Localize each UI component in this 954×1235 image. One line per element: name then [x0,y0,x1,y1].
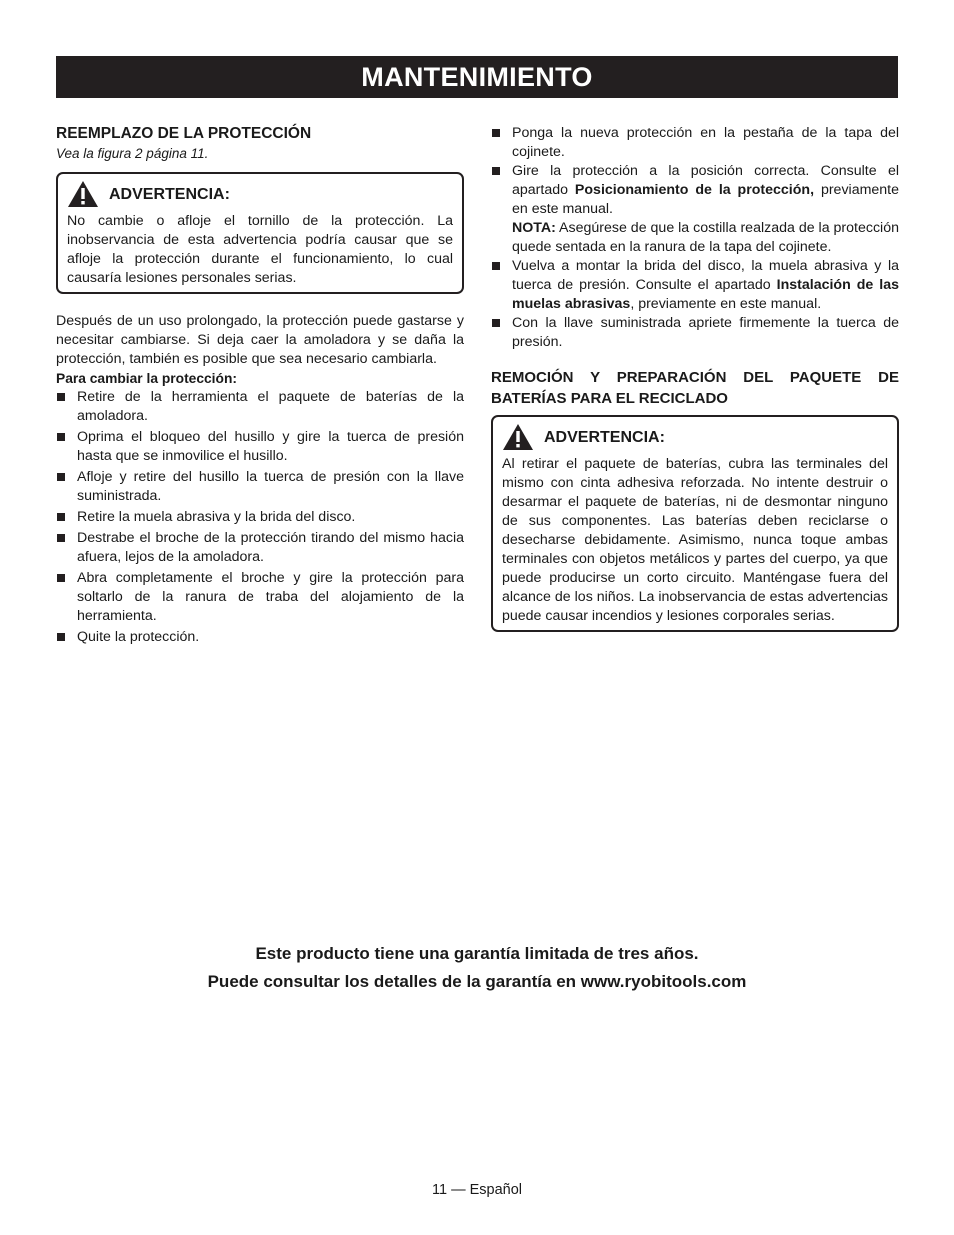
list-item: Afloje y retire del husillo la tuerca de presión con la llave suministrada. [56,468,464,506]
figure-reference: Vea la figura 2 página 11. [56,146,209,161]
warning-header [67,180,453,208]
warranty-line-2: Puede consultar los detalles de la garantía en www.ryobitools.com [207,972,747,991]
list-item: Con la llave suministrada apriete firmemente la tuerca de presión. [491,314,899,352]
page-number: 11 — Español [431,1182,522,1198]
right-column [491,124,899,632]
section-title-guard-replacement: REEMPLAZO DE LA PROTECCIÓN [56,125,312,142]
square-bullet-icon [57,393,65,401]
square-bullet-icon [492,319,500,327]
square-bullet-icon [57,513,65,521]
list-item: Retire de la herramienta el paquete de baterías de la amoladora. [56,388,464,426]
square-bullet-icon [492,129,500,137]
list-item: Oprima el bloqueo del husillo y gire la tuerca de presión hasta que se inmovilice el husillo. [56,428,464,466]
square-bullet-icon [57,633,65,641]
warranty-line-1: Este producto tiene una garantía limitada de tres años. [255,944,699,963]
square-bullet-icon [492,262,500,270]
warning-title: ADVERTENCIA: [109,185,230,203]
square-bullet-icon [57,433,65,441]
list-item: Gire la protección a la posición correcta. Consulte el apartado Posicionamiento de la protección, previamente en este manual. NOTA: Asegúrese de que la costilla realzada de la protección quede sentada en la ranura de la tapa del cojinete. [491,162,899,257]
page-title-banner [56,56,898,98]
warning-box-guard [56,172,464,294]
left-column [56,124,464,647]
list-item: Destrabe el broche de la protección tirando del mismo hacia afuera, lejos de la amoladora. [56,529,464,567]
guard-install-steps [491,124,899,352]
square-bullet-icon [57,534,65,542]
warning-text: Al retirar el paquete de baterías, cubra las terminales del mismo con cinta adhesiva reforzada. No intente destruir o desarmar el paquete de baterías, ni de desmontar ninguno de sus componentes. Las baterías deben reciclarse o desecharse debidamente. Asimismo, nunca toque ambas terminales con objetos metálicos y partes del cuerpo, ya que puede producirse un corto circuito. Manténgase fuera del alcance de los niños. La inobservancia de estas advertencias puede causar incendios y lesiones corporales serias. [502,456,888,624]
warning-text: No cambie o afloje el tornillo de la protección. La inobservancia de esta advertencia podría causar que se afloje la protección durante el funcionamiento, lo cual causaría lesiones personales serias. [67,213,453,286]
list-item: Quite la protección. [56,628,464,647]
steps-title: Para cambiar la protección: [56,371,237,386]
warning-header [502,423,888,451]
note: NOTA: Asegúrese de que la costilla realzada de la protección quede sentada en la ranura de la tapa del cojinete. [512,220,899,255]
intro-paragraph: Después de un uso prolongado, la protección puede gastarse y necesitar cambiarse. Si deja caer la amoladora y se daña la protección, también es posible que sea necesario cambiarla. [56,313,464,367]
guard-removal-steps [56,388,464,647]
square-bullet-icon [492,167,500,175]
warning-triangle-icon [502,423,534,451]
warning-triangle-icon [67,180,99,208]
list-item: Abra completamente el broche y gire la protección para soltarlo de la ranura de traba del alojamiento de la herramienta. [56,569,464,626]
page-title: MANTENIMIENTO [361,61,593,92]
list-item: Ponga la nueva protección en la pestaña de la tapa del cojinete. [491,124,899,162]
list-item: Vuelva a montar la brida del disco, la muela abrasiva y la tuerca de presión. Consulte el apartado Instalación de las muelas abrasivas, previamente en este manual. [491,257,899,314]
section-title-battery-recycling: REMOCIÓN Y PREPARACIÓN DEL PAQUETE DE BATERÍAS PARA EL RECICLADO [491,369,899,407]
square-bullet-icon [57,473,65,481]
list-item: Retire la muela abrasiva y la brida del disco. [56,508,464,527]
square-bullet-icon [57,574,65,582]
warning-title: ADVERTENCIA: [544,428,665,446]
warning-box-battery [491,415,899,632]
